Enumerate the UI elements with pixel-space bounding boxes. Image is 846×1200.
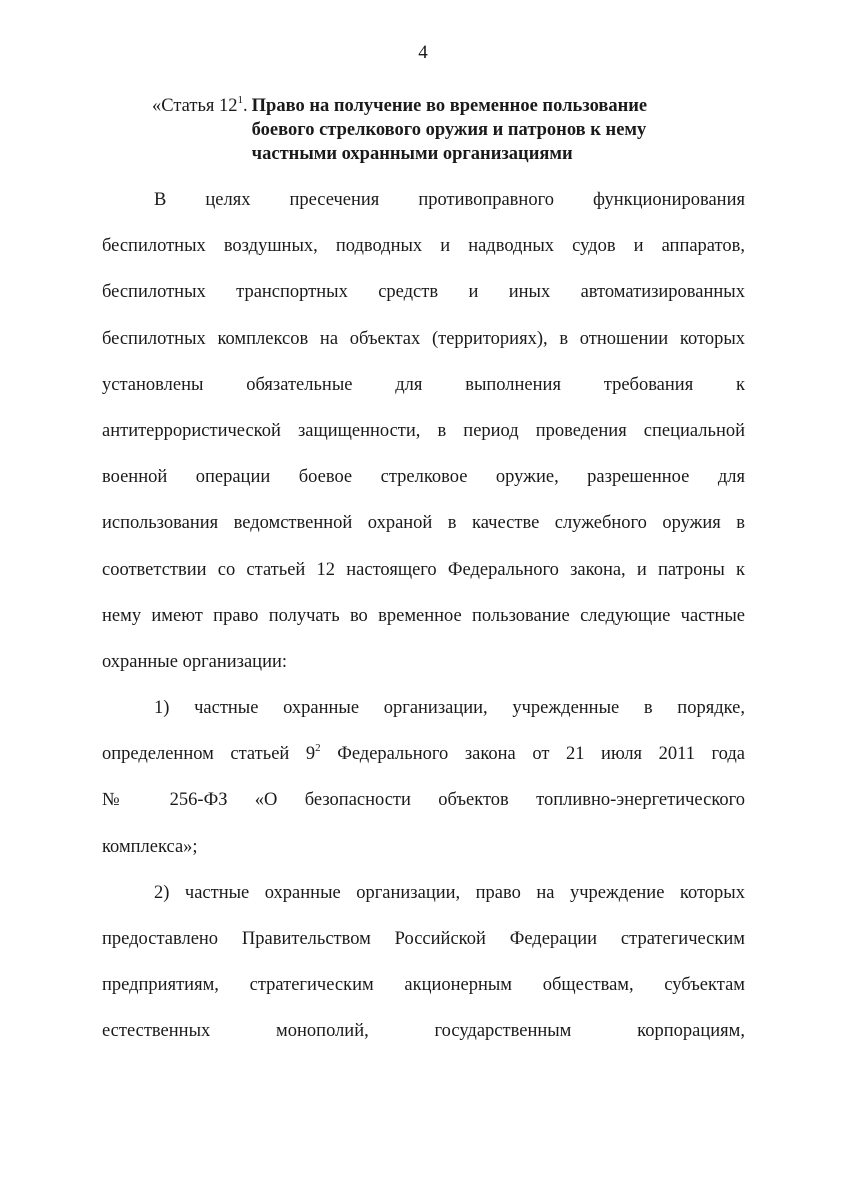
list-item-line: комплекса»; (102, 836, 198, 857)
list-item-line: предприятиям, стратегическим акционерным обществам, субъектам (102, 975, 745, 996)
article-label-text: «Статья 12 (152, 96, 238, 116)
article-title-line: Право на получение во временное пользование (251, 96, 648, 116)
article-title-line: боевого стрелкового оружия и патронов к нему (251, 120, 647, 140)
paragraph-line: антитеррористической защищенности, в период проведения специальной (102, 420, 745, 441)
paragraph-line: соответствии со статьей 12 настоящего Федерального закона, и патроны к (102, 559, 745, 580)
list-item-line: № 256-ФЗ «О безопасности объектов топливно-энергетического (102, 790, 745, 811)
list-item-line: 1) частные охранные организации, учрежденные в порядке, (154, 698, 745, 719)
list-item-line: 2) частные охранные организации, право на учреждение которых (154, 882, 745, 903)
article-title-line: частными охранными организациями (251, 144, 573, 164)
paragraph-line: беспилотных комплексов на объектах (территориях), в отношении которых (102, 328, 745, 349)
paragraph-line: беспилотных воздушных, подводных и надводных судов и аппаратов, (102, 236, 745, 257)
paragraph-line: нему имеют право получать во временное пользование следующие частные (102, 605, 745, 626)
paragraph-line: беспилотных транспортных средств и иных автоматизированных (102, 282, 745, 303)
list-item-superscript: 2 (315, 742, 321, 755)
paragraph-line: охранные организации: (102, 651, 288, 672)
list-item-line: естественных монополий, государственным корпорациям, (102, 1021, 745, 1042)
article-label (152, 94, 248, 118)
paragraph-line: установлены обязательные для выполнения требования к (102, 374, 745, 395)
article-label-superscript: 1 (237, 94, 244, 106)
article-label-suffix: . (243, 96, 248, 116)
article-title (252, 94, 647, 166)
page-number: 4 (418, 42, 428, 63)
list-item-line (102, 736, 745, 782)
heading-row (152, 94, 772, 166)
paragraph-line: использования ведомственной охраной в качестве служебного оружия в (102, 513, 745, 534)
article-body (102, 182, 745, 1060)
list-item-line: предоставлено Правительством Российской Федерации стратегическим (102, 929, 745, 949)
paragraph-line: военной операции боевое стрелковое оружие, разрешенное для (102, 467, 745, 488)
list-item-text: определенном статьей 9 (102, 744, 316, 765)
article-heading (152, 94, 772, 166)
paragraph-line: В целях пресечения противоправного функционирования (154, 190, 745, 210)
list-item-text: Федерального закона от 21 июля 2011 года (320, 744, 745, 765)
